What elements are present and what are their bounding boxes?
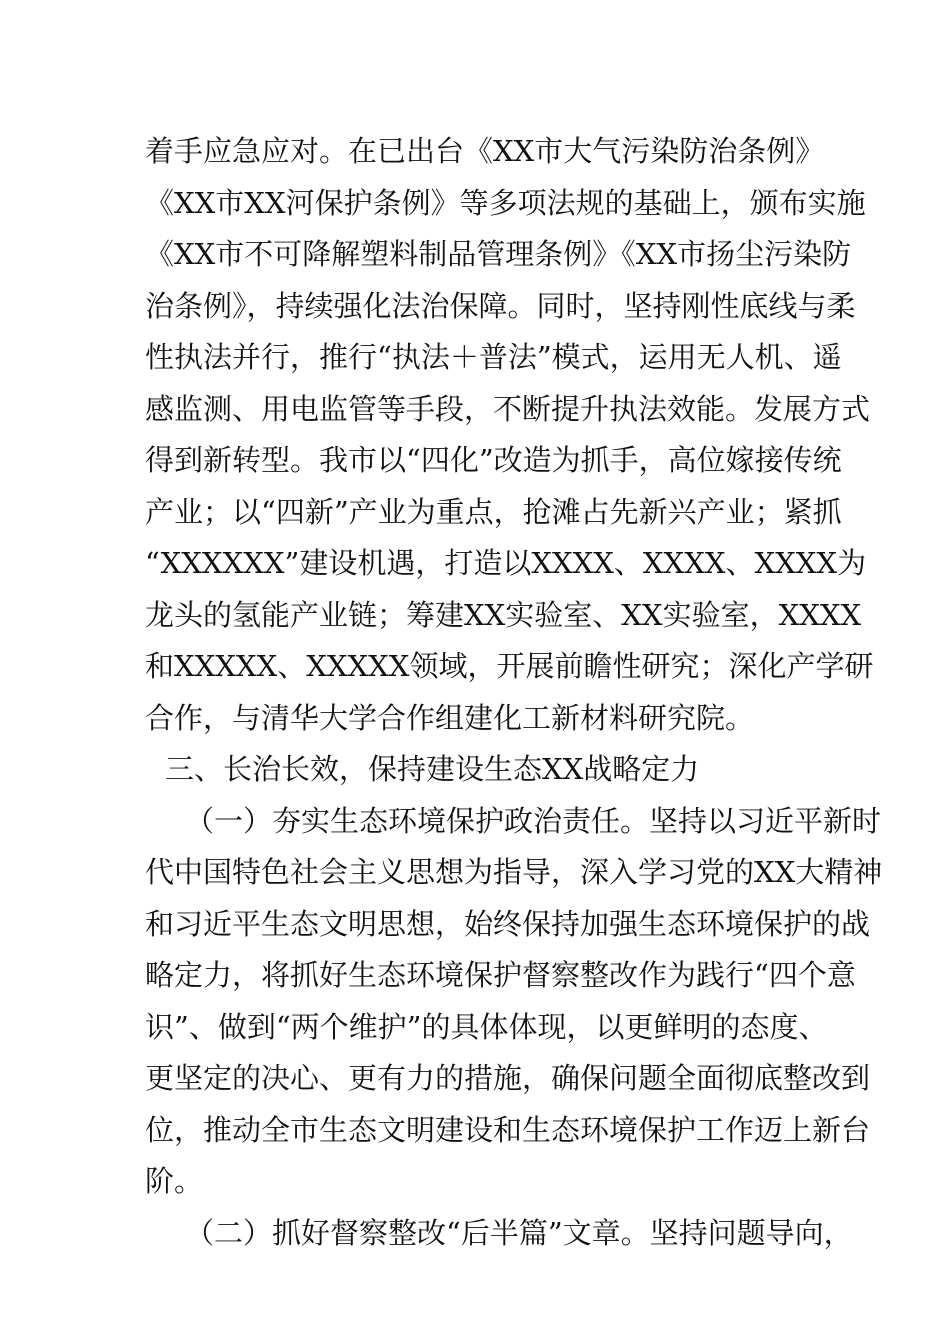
document-body xyxy=(145,126,883,1259)
text-line: （二）抓好督察整改“后半篇”文章。坚持问题导向， xyxy=(185,1215,853,1250)
text-line: 更坚定的决心、更有力的措施，确保问题全面彻底整改到 xyxy=(145,1061,871,1095)
text-line: “XXXXXX”建设机遇，打造以XXXX、XXXX、XXXX为 xyxy=(145,546,867,580)
text-line: 和习近平生态文明思想，始终保持加强生态环境保护的战 xyxy=(145,906,871,941)
section-heading: 三、长治长效，保持建设生态XX战略定力 xyxy=(165,752,700,786)
text-line: 代中国特色社会主义思想为指导，深入学习党的XX大精神 xyxy=(145,855,883,889)
text-line: 产业；以“四新”产业为重点，抢滩占先新兴产业；紧抓 xyxy=(145,494,842,529)
text-line: 合作，与清华大学合作组建化工新材料研究院。 xyxy=(145,700,755,735)
text-line: 治条例》，持续强化法治保障。同时，坚持刚性底线与柔 xyxy=(145,288,856,323)
text-line: 性执法并行，推行“执法＋普法”模式，运用无人机、遥 xyxy=(145,340,842,374)
text-line: 感监测、用电监管等手段，不断提升执法效能。发展方式 xyxy=(145,391,871,426)
text-line: 识”、做到“两个维护”的具体体现，以更鲜明的态度、 xyxy=(145,1009,828,1044)
text-line: 《XX市不可降解塑料制品管理条例》《XX市扬尘污染防 xyxy=(145,237,852,271)
text-line: 着手应急应对。在已出台《XX市大气污染防治条例》 xyxy=(145,134,825,168)
text-line: 龙头的氢能产业链；筹建XX实验室、XX实验室，XXXX xyxy=(145,597,862,632)
text-line: 得到新转型。我市以“四化”改造为抓手，高位嫁接传统 xyxy=(145,443,842,477)
text-line: （一）夯实生态环境保护政治责任。坚持以习近平新时 xyxy=(185,803,882,838)
text-line: 《XX市XX河保护条例》等多项法规的基础上，颁布实施 xyxy=(145,185,866,220)
text-line: 和XXXXX、XXXXX领域，开展前瞻性研究；深化产学研 xyxy=(145,649,874,683)
text-line: 略定力，将抓好生态环境保护督察整改作为践行“四个意 xyxy=(145,958,856,992)
text-line: 阶。 xyxy=(145,1164,204,1198)
text-line: 位，推动全市生态文明建设和生态环境保护工作迈上新台 xyxy=(145,1112,871,1147)
